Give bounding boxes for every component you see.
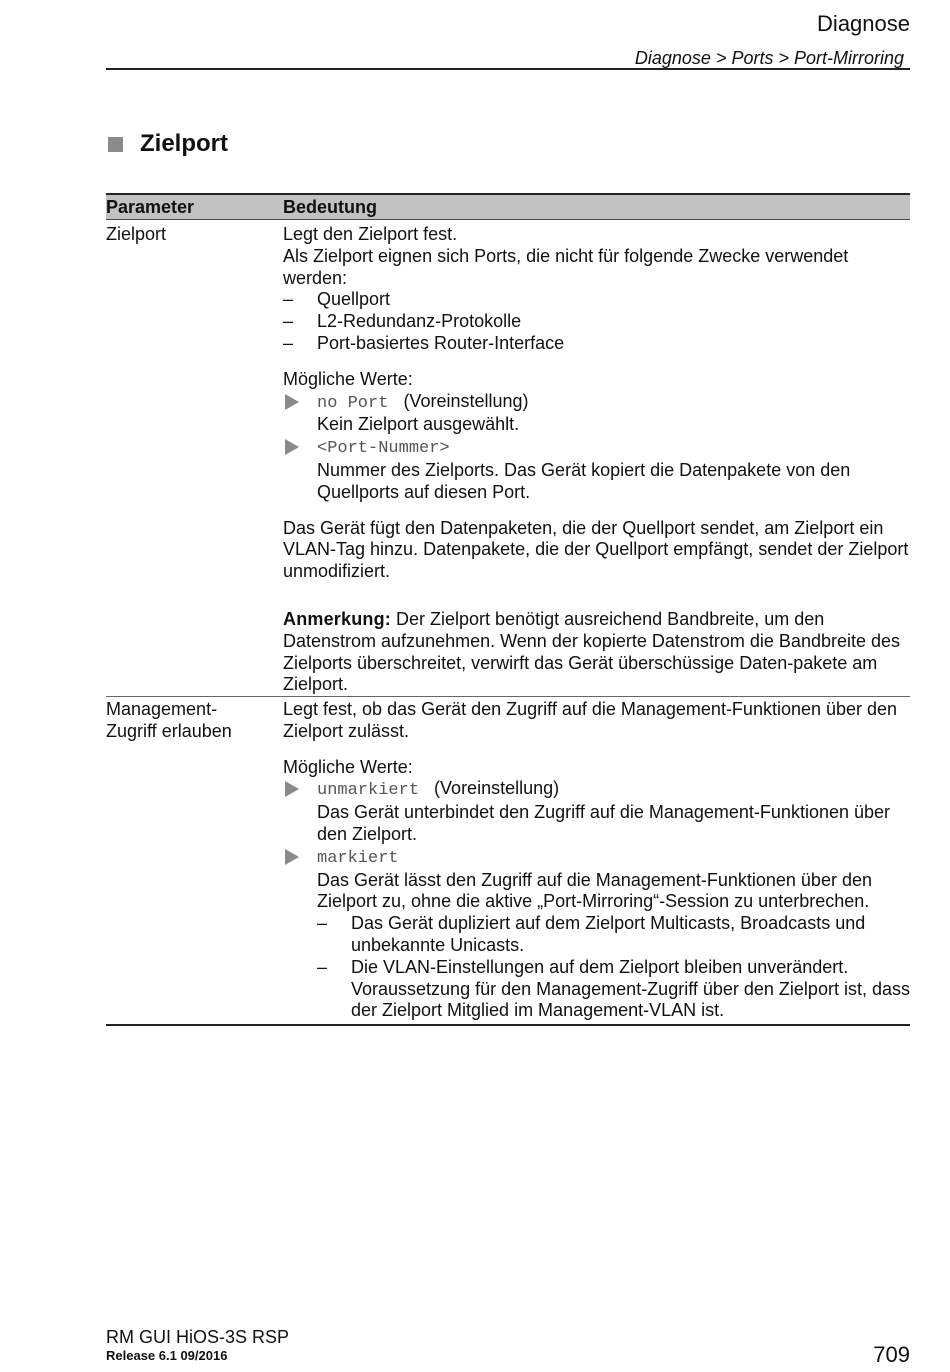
param-name-line: Zugriff erlauben [106,720,232,741]
list-item-text: Die VLAN-Einstellungen auf dem Zielport bleiben unverändert. Voraussetzung für den Management-Zugriff über den Zielport ist, dass der Zielport Mitglied im Management-VLAN ist. [351,956,910,1021]
param-meaning [283,224,910,696]
triangle-bullet-icon [283,778,317,845]
chapter-title: Diagnose [817,11,910,36]
option-code: no Port [317,393,389,413]
table-row [106,697,910,1026]
note-paragraph [283,609,910,696]
values-label: Mögliche Werte: [283,756,413,777]
dash-bullet: – [283,332,294,353]
list-item [283,333,910,355]
option-description: Nummer des Zielports. Das Gerät kopiert die Datenpakete von den Quellports auf diesen Port. [317,459,851,502]
meaning-paragraph: Das Gerät fügt den Datenpaketen, die der Quellport sendet, am Zielport ein VLAN-Tag hinzu. Datenpakete, die der Quellport empfängt, sendet der Zielport unmodifiziert. [283,517,909,582]
footer-release: Release 6.1 09/2016 [106,1348,228,1363]
page-footer [106,1326,289,1364]
list-item-text: Port-basiertes Router-Interface [317,332,565,353]
list-item [283,289,910,311]
list-item-text: Quellport [317,289,391,310]
table-row [106,220,910,697]
option-description: Kein Zielport ausgewählt. [317,414,520,435]
option-code: unmarkiert [317,781,420,801]
note-text: Der Zielport benötigt ausreichend Bandbreite, um den Datenstrom aufzunehmen. Wenn der kopierte Datenstrom die Bandbreite des Zielports überschreitet, verwirft das Gerät überschüssige Daten-pakete am Zielport. [283,608,901,695]
param-meaning [283,699,910,1022]
dash-bullet: – [317,956,328,977]
section-heading [108,128,228,160]
meaning-text: Legt den Zielport fest. [283,224,458,244]
option-default: (Voreinstellung) [403,390,529,411]
option-description: Das Gerät lässt den Zugriff auf die Management-Funktionen über den Zielport zu, ohne die aktive „Port-Mirroring“-Session zu unterbrechen. [317,869,872,912]
dash-bullet: – [317,913,328,934]
triangle-bullet-icon [283,846,317,1022]
param-name-line: Management- [106,699,218,719]
meaning-text: Legt fest, ob das Gerät den Zugriff auf die Management-Funktionen über den Zielport zulässt. [283,699,898,741]
list-item [317,957,910,1022]
column-header-meaning: Bedeutung [283,197,377,217]
triangle-bullet-icon [283,391,317,437]
table-header-row [106,193,910,220]
page-number: 709 [873,1342,910,1367]
value-option [283,391,910,437]
value-option [283,846,910,1022]
list-item-text: L2-Redundanz-Protokolle [317,311,522,332]
param-name [106,699,283,1022]
column-header-parameter: Parameter [106,197,195,217]
section-title: Zielport [140,130,228,157]
option-code: <Port-Nummer> [317,439,450,459]
values-label: Mögliche Werte: [283,368,413,389]
list-item [317,913,910,957]
option-description: Das Gerät unterbindet den Zugriff auf die Management-Funktionen über den Zielport. [317,802,891,844]
parameter-table [106,193,910,1026]
triangle-bullet-icon [283,436,317,503]
dash-bullet: – [283,311,294,332]
param-name: Zielport [106,224,167,244]
value-option [283,436,910,503]
meaning-text: Als Zielport eignen sich Ports, die nicht für folgende Zwecke verwendet werden: [283,245,849,288]
header-divider [106,68,910,70]
option-code: markiert [317,848,399,868]
square-bullet-icon [108,137,123,152]
footer-product: RM GUI HiOS-3S RSP [106,1327,290,1347]
page-header [106,10,910,70]
list-item [283,311,910,333]
value-option [283,778,910,845]
option-default: (Voreinstellung) [434,778,560,799]
dash-bullet: – [283,289,294,310]
breadcrumb: Diagnose > Ports > Port-Mirroring [634,48,904,68]
list-item-text: Das Gerät dupliziert auf dem Zielport Multicasts, Broadcasts und unbekannte Unicasts. [351,913,866,955]
note-label: Anmerkung: [283,608,392,629]
